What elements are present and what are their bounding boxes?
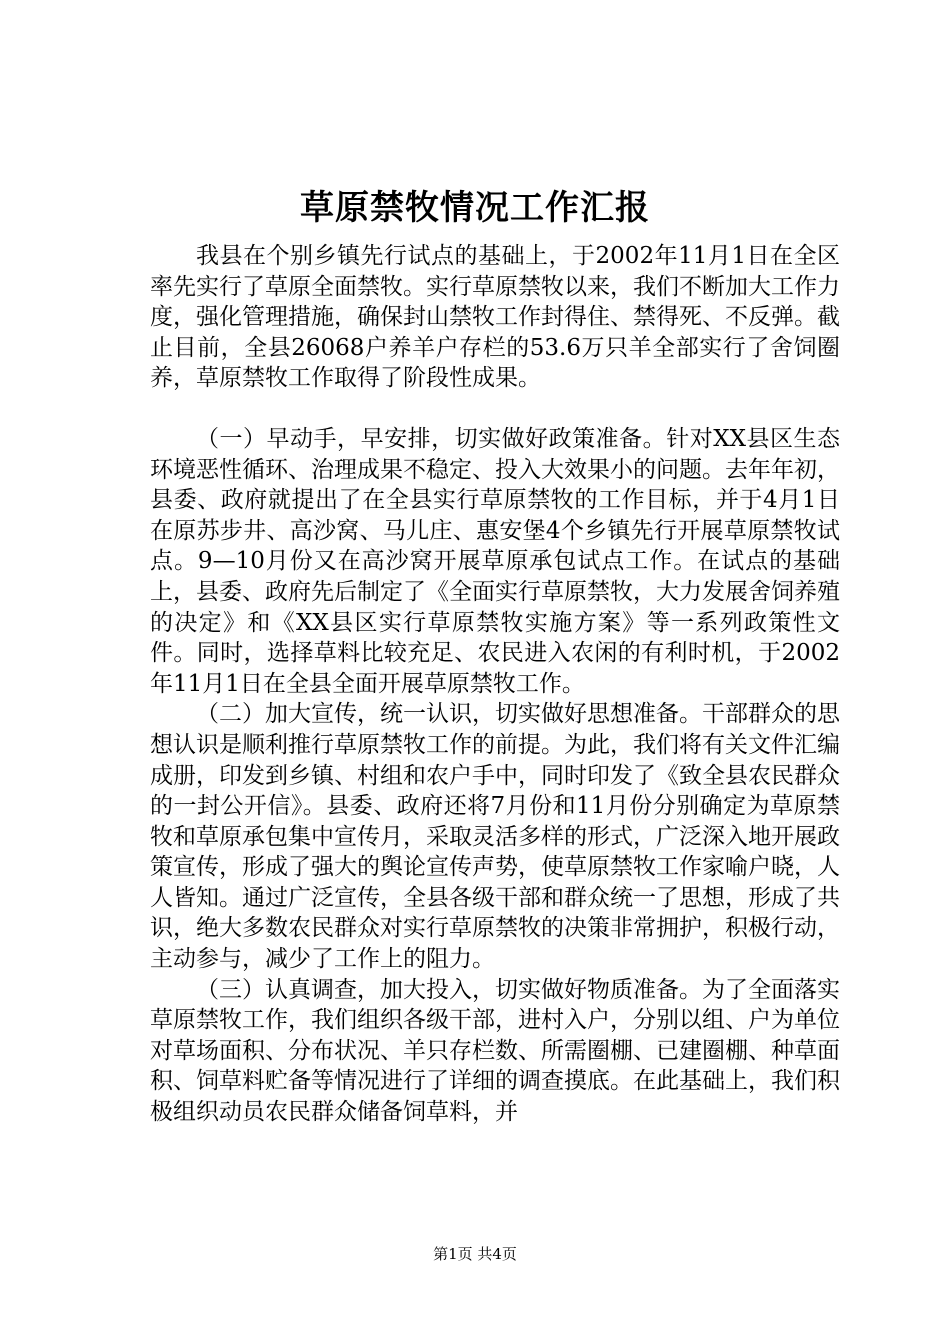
page-number-footer: 第1页 共4页	[433, 1245, 517, 1263]
document-body	[150, 241, 840, 1128]
paragraph-intro: 我县在个别乡镇先行试点的基础上，于2002年11月1日在全区率先实行了草原全面禁牧。实行草原禁牧以来，我们不断加大工作力度，强化管理措施，确保封山禁牧工作封得住、禁得死、不反弹。截止目前，全县26068户养羊户存栏的53.6万只羊全部实行了舍饲圈养，草原禁牧工作取得了阶段性成果。	[150, 243, 840, 392]
document-title: 草原禁牧情况工作汇报	[300, 188, 650, 228]
paragraph-section-1: （一）早动手，早安排，切实做好政策准备。针对XX县区生态环境恶性循环、治理成果不稳定、投入大效果小的问题。去年年初，县委、政府就提出了在全县实行草原禁牧的工作目标，并于4月1日在原苏步井、高沙窝、马儿庄、惠安堡4个乡镇先行开展草原禁牧试点。9—10月份又在高沙窝开展草原承包试点工作。在试点的基础上，县委、政府先后制定了《全面实行草原禁牧，大力发展舍饲养殖的决定》和《XX县区实行草原禁牧实施方案》等一系列政策性文件。同时，选择草料比较充足、农民进入农闲的有利时机，于2002年11月1日在全县全面开展草原禁牧工作。	[150, 425, 840, 697]
paragraph-section-2: （二）加大宣传，统一认识，切实做好思想准备。干部群众的思想认识是顺利推行草原禁牧工作的前提。为此，我们将有关文件汇编成册，印发到乡镇、村组和农户手中，同时印发了《致全县农民群众的一封公开信》。县委、政府还将7月份和11月份分别确定为草原禁牧和草原承包集中宣传月，采取灵活多样的形式，广泛深入地开展政策宣传，形成了强大的舆论宣传声势，使草原禁牧工作家喻户晓，人人皆知。通过广泛宣传，全县各级干部和群众统一了思想，形成了共识，绝大多数农民群众对实行草原禁牧的决策非常拥护，积极行动，主动参与，减少了工作上的阻力。	[150, 701, 840, 973]
paragraph-section-3: （三）认真调查，加大投入，切实做好物质准备。为了全面落实草原禁牧工作，我们组织各级干部，进村入户，分别以组、户为单位对草场面积、分布状况、羊只存栏数、所需圈棚、已建圈棚、种草面积、饲草料贮备等情况进行了详细的调查摸底。在此基础上，我们积极组织动员农民群众储备饲草料，并	[150, 976, 840, 1126]
